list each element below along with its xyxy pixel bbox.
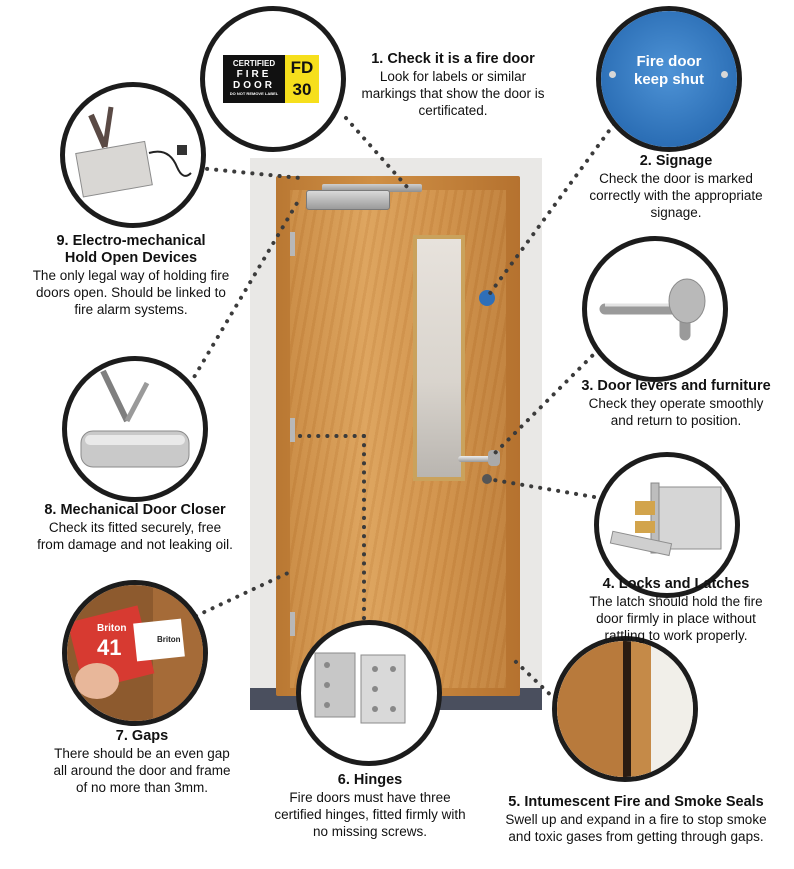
hinges-circle bbox=[296, 620, 442, 766]
certified-fire-door-label-circle bbox=[200, 6, 346, 152]
seal-strip-icon bbox=[557, 641, 693, 777]
gap-gauge-card-icon bbox=[67, 585, 203, 721]
overhead-closer bbox=[306, 190, 390, 210]
door-sign-icon bbox=[479, 290, 495, 306]
item-7-label: 7. Gaps There should be an even gap all around the door and frame of no more than 3mm. bbox=[53, 728, 231, 795]
item-1-label: 1. Check it is a fire door Look for labels or similar markings that show the door is certificated. bbox=[361, 51, 545, 118]
hinge-middle bbox=[290, 418, 295, 442]
item-6-label: 6. Hinges Fire doors must have three certified hinges, fitted firmly with no missing screws. bbox=[274, 772, 466, 839]
sign-text: Fire door keep shut bbox=[633, 53, 705, 88]
item-8-label: 8. Mechanical Door Closer Check its fitted securely, free from damage and not leaking oil. bbox=[37, 502, 233, 552]
door-lever-circle bbox=[582, 236, 728, 382]
item-5-label: 5. Intumescent Fire and Smoke Seals Swell up and expand in a fire to stop smoke and toxic gases from getting through gaps. bbox=[505, 794, 767, 844]
certified-badge: CERTIFIED FIRE DOOR DO NOT REMOVE LABEL bbox=[223, 55, 285, 103]
vision-panel bbox=[413, 235, 465, 481]
hinge-icon bbox=[301, 625, 437, 761]
hold-open-device-icon bbox=[65, 87, 201, 223]
door-lever-rose bbox=[488, 450, 500, 466]
door-closer-icon bbox=[67, 361, 203, 497]
item-9-label: 9. Electro-mechanical Hold Open Devices The only legal way of holding fire doors open. Should be linked to fire alarm systems. bbox=[32, 233, 230, 317]
lever-handle-icon bbox=[587, 241, 723, 377]
gap-card-brand-2: Briton bbox=[157, 635, 181, 644]
fd30-badge: FD 30 bbox=[285, 55, 319, 103]
electro-hold-open-circle bbox=[60, 82, 206, 228]
mortice-lock-icon bbox=[599, 457, 735, 593]
keyhole bbox=[482, 474, 492, 484]
hinge-top bbox=[290, 232, 295, 256]
item-2-label: 2. Signage Check the door is marked correctly with the appropriate signage. bbox=[589, 153, 763, 220]
mechanical-closer-circle bbox=[62, 356, 208, 502]
item-4-label: 4. Locks and Latches The latch should hold the fire door firmly in place without rattling to work properly. bbox=[589, 576, 763, 643]
gap-card-number: 41 bbox=[97, 635, 122, 660]
hinge-bottom bbox=[290, 612, 295, 636]
screw-icon bbox=[609, 71, 616, 78]
gap-card-brand: Briton bbox=[97, 623, 127, 634]
fire-door-sign-circle bbox=[596, 6, 742, 152]
gap-gauge-circle bbox=[62, 580, 208, 726]
door-leaf bbox=[290, 190, 506, 688]
screw-icon bbox=[721, 71, 728, 78]
intumescent-seal-circle bbox=[552, 636, 698, 782]
item-3-label: 3. Door levers and furniture Check they operate smoothly and return to position. bbox=[581, 378, 771, 428]
